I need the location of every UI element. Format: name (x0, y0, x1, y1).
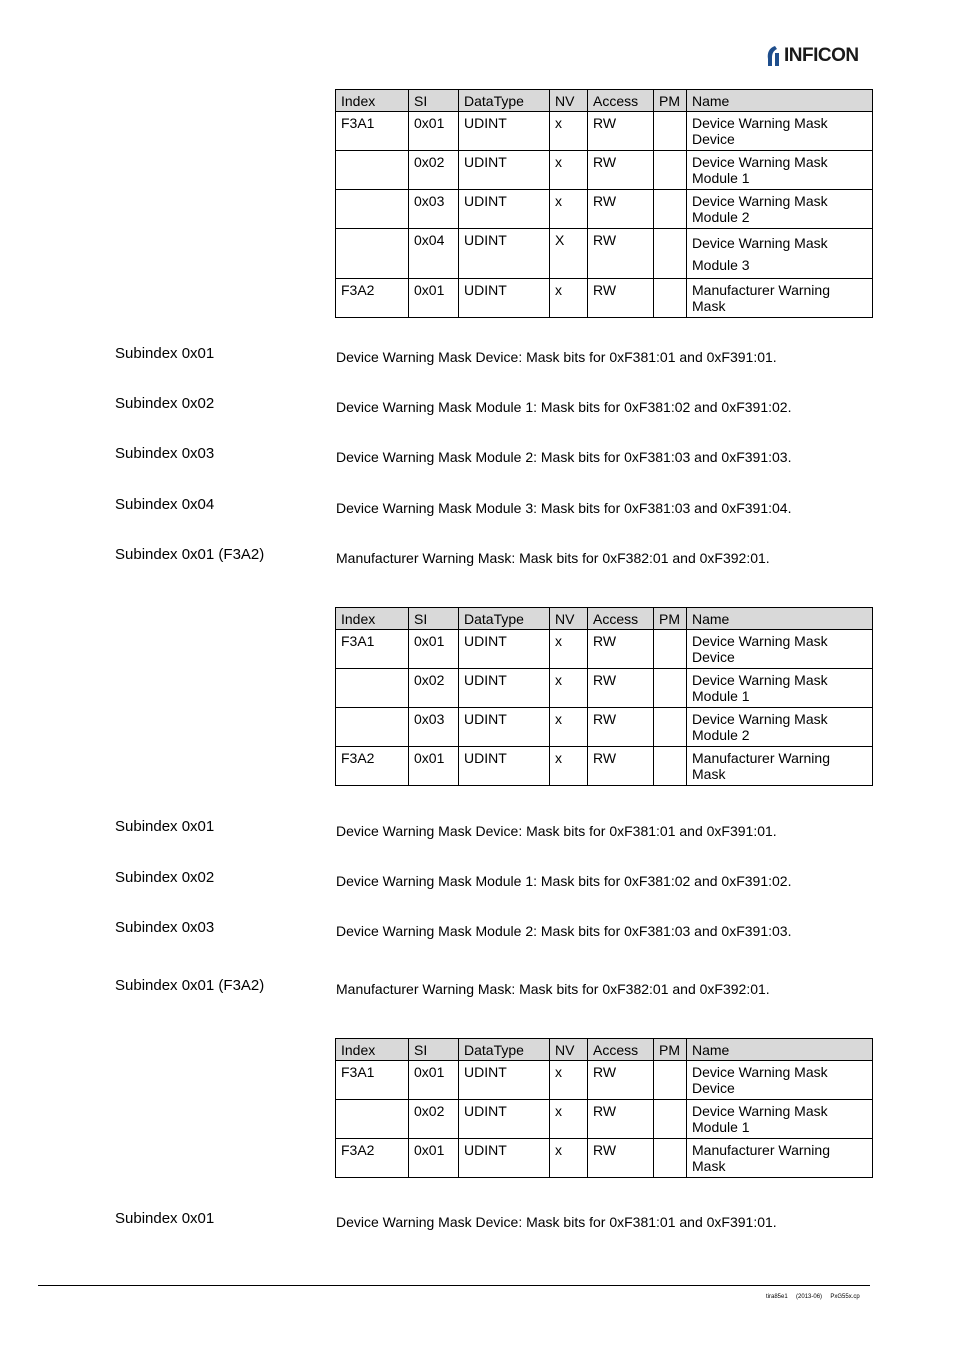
cell-datatype: UDINT (459, 279, 550, 318)
subindex-description: Device Warning Mask Module 1: Mask bits for 0xF381:02 and 0xF391:02. (336, 399, 792, 415)
header-access: Access (588, 1039, 654, 1061)
cell-index (336, 669, 409, 708)
register-table-1 (335, 89, 873, 318)
table-row (336, 1061, 873, 1100)
name-line-1: Device Warning Mask (692, 154, 828, 170)
cell-nv: x (550, 190, 588, 229)
cell-name (687, 151, 873, 190)
subindex-label: Subindex 0x02 (115, 869, 215, 886)
cell-index (336, 229, 409, 279)
cell-datatype: UDINT (459, 1061, 550, 1100)
header-index: Index (336, 1039, 409, 1061)
cell-index: F3A1 (336, 1061, 409, 1100)
subindex-description: Device Warning Mask Module 2: Mask bits for 0xF381:03 and 0xF391:03. (336, 923, 792, 939)
subindex-description: Device Warning Mask Device: Mask bits for 0xF381:01 and 0xF391:01. (336, 1214, 777, 1230)
header-access: Access (588, 608, 654, 630)
cell-pm (654, 279, 687, 318)
cell-index: F3A2 (336, 747, 409, 786)
cell-access: RW (588, 1061, 654, 1100)
subindex-label: Subindex 0x03 (115, 445, 215, 462)
header-datatype: DataType (459, 608, 550, 630)
cell-pm (654, 112, 687, 151)
inficon-logo (766, 44, 859, 68)
cell-datatype: UDINT (459, 190, 550, 229)
cell-name (687, 630, 873, 669)
name-line-2: Mask (692, 1158, 726, 1174)
header-si: SI (409, 608, 459, 630)
cell-nv: x (550, 1139, 588, 1178)
cell-pm (654, 630, 687, 669)
name-line-2: Module 3 (692, 257, 750, 273)
name-line-2: Module 1 (692, 170, 750, 186)
table-row (336, 708, 873, 747)
footer-date: (2013-06) (796, 1294, 823, 1300)
cell-index: F3A1 (336, 630, 409, 669)
subindex-label: Subindex 0x01 (F3A2) (115, 546, 265, 563)
name-line-1: Device Warning Mask (692, 1064, 828, 1080)
header-name: Name (687, 608, 873, 630)
cell-nv: x (550, 151, 588, 190)
cell-si: 0x01 (409, 112, 459, 151)
cell-nv: x (550, 279, 588, 318)
cell-name (687, 708, 873, 747)
subindex-description: Device Warning Mask Module 3: Mask bits for 0xF381:03 and 0xF391:04. (336, 500, 792, 516)
cell-name (687, 112, 873, 151)
header-access: Access (588, 90, 654, 112)
cell-name (687, 229, 873, 279)
cell-index (336, 708, 409, 747)
cell-nv: x (550, 1061, 588, 1100)
cell-nv: X (550, 229, 588, 279)
cell-pm (654, 1100, 687, 1139)
cell-access: RW (588, 669, 654, 708)
name-line-2: Mask (692, 766, 726, 782)
table-row (336, 747, 873, 786)
cell-index: F3A2 (336, 1139, 409, 1178)
footer-reference (766, 1294, 860, 1300)
cell-name (687, 1100, 873, 1139)
header-pm: PM (654, 608, 687, 630)
cell-access: RW (588, 747, 654, 786)
cell-nv: x (550, 630, 588, 669)
cell-si: 0x01 (409, 630, 459, 669)
cell-access: RW (588, 279, 654, 318)
cell-name (687, 669, 873, 708)
name-line-2: Device (692, 649, 735, 665)
cell-index: F3A2 (336, 279, 409, 318)
footer-file: PxG55x.cp (830, 1294, 860, 1300)
cell-si: 0x01 (409, 747, 459, 786)
name-line-1: Device Warning Mask (692, 633, 828, 649)
cell-access: RW (588, 630, 654, 669)
name-line-2: Device (692, 1080, 735, 1096)
cell-datatype: UDINT (459, 1139, 550, 1178)
name-line-1: Manufacturer Warning (692, 282, 830, 298)
cell-pm (654, 190, 687, 229)
cell-si: 0x01 (409, 1139, 459, 1178)
footer-doc-id: tira85e1 (766, 1294, 788, 1300)
table-row (336, 1100, 873, 1139)
inficon-logo-icon (766, 45, 782, 67)
header-pm: PM (654, 90, 687, 112)
register-table-3 (335, 1038, 873, 1178)
cell-datatype: UDINT (459, 112, 550, 151)
name-line-2: Mask (692, 298, 726, 314)
table-header-row (336, 1039, 873, 1061)
cell-nv: x (550, 708, 588, 747)
cell-datatype: UDINT (459, 229, 550, 279)
header-datatype: DataType (459, 90, 550, 112)
name-line-1: Device Warning Mask (692, 193, 828, 209)
name-line-2: Device (692, 131, 735, 147)
register-table-2 (335, 607, 873, 786)
subindex-label: Subindex 0x01 (F3A2) (115, 977, 265, 994)
table-header-row (336, 608, 873, 630)
name-line-2: Module 2 (692, 727, 750, 743)
header-name: Name (687, 90, 873, 112)
cell-si: 0x01 (409, 1061, 459, 1100)
name-line-1: Device Warning Mask (692, 711, 828, 727)
cell-si: 0x02 (409, 1100, 459, 1139)
cell-si: 0x03 (409, 190, 459, 229)
subindex-description: Device Warning Mask Device: Mask bits for 0xF381:01 and 0xF391:01. (336, 349, 777, 365)
subindex-label: Subindex 0x01 (115, 818, 215, 835)
header-index: Index (336, 90, 409, 112)
subindex-description: Manufacturer Warning Mask: Mask bits for 0xF382:01 and 0xF392:01. (336, 550, 770, 566)
header-nv: NV (550, 1039, 588, 1061)
cell-si: 0x04 (409, 229, 459, 279)
table-row (336, 112, 873, 151)
cell-name (687, 1061, 873, 1100)
name-line-1: Device Warning Mask (692, 235, 828, 251)
cell-datatype: UDINT (459, 151, 550, 190)
cell-pm (654, 708, 687, 747)
cell-datatype: UDINT (459, 747, 550, 786)
header-index: Index (336, 608, 409, 630)
subindex-description: Device Warning Mask Module 2: Mask bits for 0xF381:03 and 0xF391:03. (336, 449, 792, 465)
cell-pm (654, 1139, 687, 1178)
header-nv: NV (550, 90, 588, 112)
cell-name (687, 747, 873, 786)
cell-pm (654, 669, 687, 708)
cell-name (687, 279, 873, 318)
subindex-label: Subindex 0x01 (115, 1210, 215, 1227)
name-line-2: Module 1 (692, 1119, 750, 1135)
header-name: Name (687, 1039, 873, 1061)
header-si: SI (409, 1039, 459, 1061)
cell-access: RW (588, 1139, 654, 1178)
footer-divider (38, 1285, 870, 1286)
cell-access: RW (588, 151, 654, 190)
table-row (336, 669, 873, 708)
subindex-description: Device Warning Mask Module 1: Mask bits for 0xF381:02 and 0xF391:02. (336, 873, 792, 889)
cell-pm (654, 1061, 687, 1100)
cell-pm (654, 229, 687, 279)
name-line-1: Device Warning Mask (692, 115, 828, 131)
cell-datatype: UDINT (459, 1100, 550, 1139)
header-pm: PM (654, 1039, 687, 1061)
table-row (336, 279, 873, 318)
subindex-description: Device Warning Mask Device: Mask bits for 0xF381:01 and 0xF391:01. (336, 823, 777, 839)
cell-access: RW (588, 1100, 654, 1139)
cell-access: RW (588, 708, 654, 747)
subindex-label: Subindex 0x04 (115, 496, 215, 513)
cell-name (687, 190, 873, 229)
cell-index (336, 190, 409, 229)
table-row (336, 1139, 873, 1178)
cell-nv: x (550, 669, 588, 708)
cell-datatype: UDINT (459, 708, 550, 747)
cell-index: F3A1 (336, 112, 409, 151)
name-line-1: Manufacturer Warning (692, 1142, 830, 1158)
cell-access: RW (588, 112, 654, 151)
table-row (336, 190, 873, 229)
cell-si: 0x02 (409, 669, 459, 708)
cell-datatype: UDINT (459, 669, 550, 708)
cell-access: RW (588, 190, 654, 229)
name-line-2: Module 2 (692, 209, 750, 225)
subindex-label: Subindex 0x03 (115, 919, 215, 936)
cell-si: 0x02 (409, 151, 459, 190)
name-line-1: Device Warning Mask (692, 1103, 828, 1119)
subindex-label: Subindex 0x02 (115, 395, 215, 412)
brand-name: INFICON (784, 45, 859, 66)
cell-si: 0x01 (409, 279, 459, 318)
cell-nv: x (550, 1100, 588, 1139)
cell-datatype: UDINT (459, 630, 550, 669)
cell-index (336, 1100, 409, 1139)
subindex-description: Manufacturer Warning Mask: Mask bits for 0xF382:01 and 0xF392:01. (336, 981, 770, 997)
subindex-label: Subindex 0x01 (115, 345, 215, 362)
header-nv: NV (550, 608, 588, 630)
name-line-1: Device Warning Mask (692, 672, 828, 688)
table-header-row (336, 90, 873, 112)
cell-pm (654, 747, 687, 786)
cell-pm (654, 151, 687, 190)
cell-index (336, 151, 409, 190)
table-row (336, 229, 873, 279)
cell-nv: x (550, 112, 588, 151)
name-line-1: Manufacturer Warning (692, 750, 830, 766)
cell-nv: x (550, 747, 588, 786)
cell-name (687, 1139, 873, 1178)
header-datatype: DataType (459, 1039, 550, 1061)
table-row (336, 151, 873, 190)
cell-access: RW (588, 229, 654, 279)
name-line-2: Module 1 (692, 688, 750, 704)
cell-si: 0x03 (409, 708, 459, 747)
table-row (336, 630, 873, 669)
header-si: SI (409, 90, 459, 112)
